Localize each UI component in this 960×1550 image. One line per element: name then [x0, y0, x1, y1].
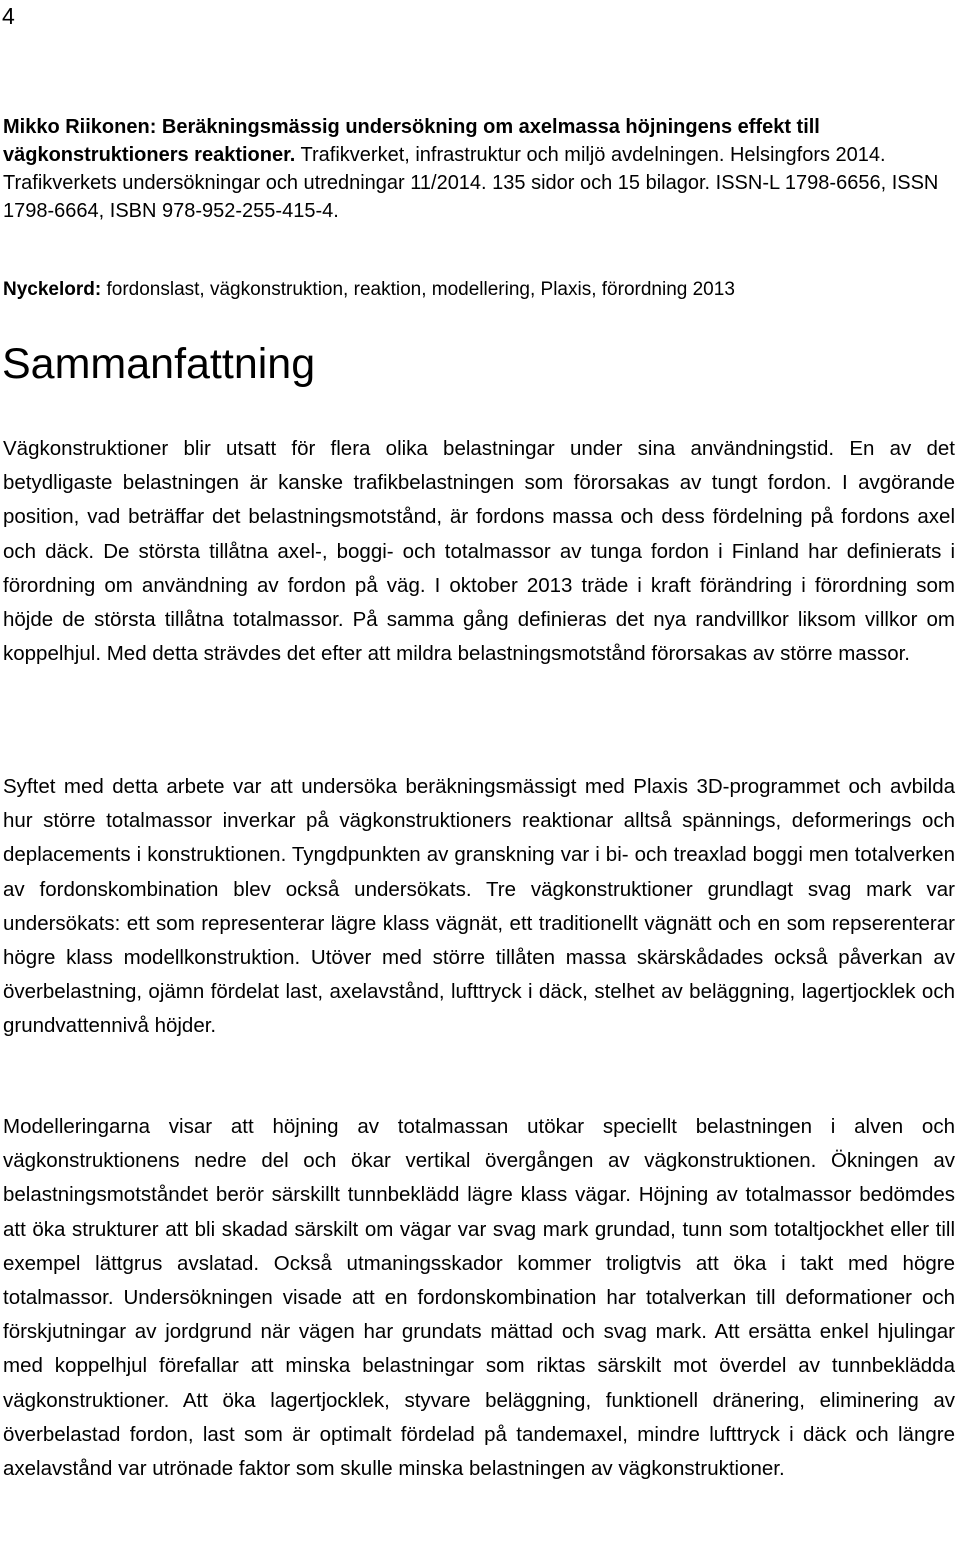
citation	[3, 113, 953, 225]
keywords	[3, 276, 953, 304]
summary-paragraph-1: Vägkonstruktioner blir utsatt för flera olika belastningar under sina användningstid. En av det betydligaste belastningen är kanske trafikbelastningen som förorsakas av tungt fordon. I avgörande position, vad beträffar det belastningsmotstånd, är fordons massa och dess fördelning på fordons axel och däck. De största tillåtna axel-, boggi- och totalmassor av tunga fordon i Finland har definierats i förordning om användning av fordon på väg. I oktober 2013 träde i kraft förändring i förordning som höjde de största tillåtna totalmassor. På samma gång definieras det nya randvillkor liksom villkor om koppelhjul. Med detta strävdes det efter att mildra belastningsmotstånd förorsakas av större massor.	[3, 437, 955, 666]
section-title: Sammanfattning	[2, 340, 316, 388]
summary-paragraph-2: Syftet med detta arbete var att undersöka beräkningsmässigt med Plaxis 3D-programmet och avbilda hur större totalmassor inverkar på vägkonstruktioners reaktionar alltså spännings, deformerings och deplacements i konstruktionen. Tyngdpunkten av granskning var i bi- och treaxlad boggi men totalverken av fordonskombination blev också undersökats. Tre vägkonstruktioner grundlagt svag mark var undersökats: ett som representerar lägre klass vägnät, ett traditionellt vägnätt och en som repserenterar högre klass modellkonstruktion. Utöver med större tillåten massa skärskådades också påverkan av överbelastning, ojämn fördelat last, axelavstånd, lufttryck i däck, stelhet av beläggning, lagertjocklek och grundvattennivå höjder.	[3, 775, 955, 1038]
citation-author-title: Mikko Riikonen: Beräkningsmässig undersökning om axelmassa höjningens effekt till vägkonstruktioners reaktioner.	[3, 116, 820, 166]
keywords-text: fordonslast, vägkonstruktion, reaktion, modellering, Plaxis, förordning 2013	[101, 279, 735, 300]
page-number: 4	[2, 3, 15, 29]
summary-paragraph-3: Modelleringarna visar att höjning av totalmassan utökar speciellt belastningen i alven och vägkonstruktionens nedre del och ökar vertikal övergången av vägkonstruktionen. Ökningen av belastningsmotståndet berör särskillt tunnbeklädd lägre klass vägar. Höjning av totalmassor bedömdes att öka strukturer att bli skadad särskilt om vägar var svag mark grundad, tunn som totaltjockhet eller till exempel lättgrus avslatad. Också utmaningsskador kommer troligtvis att öka i takt med högre totalmassor. Undersökningen visade att en fordonskombination har totalverkan till deformationer och förskjutningar av jordgrund när vägen har grundats mättad och svag mark. Att ersätta enkel hjulingar med koppelhjul förefallar att minska belastningar som riktas särskilt mot överdel av tunnbeklädda vägkonstruktioner. Att öka lagertjocklek, styvare beläggning, funktionell dränering, eliminering av överbelastad fordon, last som är optimalt fördelad på tandemaxel, mindre lufttryck i däck och längre axelavstånd var utrönade faktor som skulle minska belastningen av vägkonstruktioner.	[3, 1115, 955, 1481]
keywords-label: Nyckelord:	[3, 279, 102, 300]
citation-details: Trafikverket, infrastruktur och miljö avdelningen. Helsingfors 2014. Trafikverkets undersökningar och utredningar 11/2014. 135 sidor och 15 bilagor. ISSN-L 1798-6656, ISSN 1798-6664, ISBN 978-952-255-415-4.	[3, 144, 939, 222]
